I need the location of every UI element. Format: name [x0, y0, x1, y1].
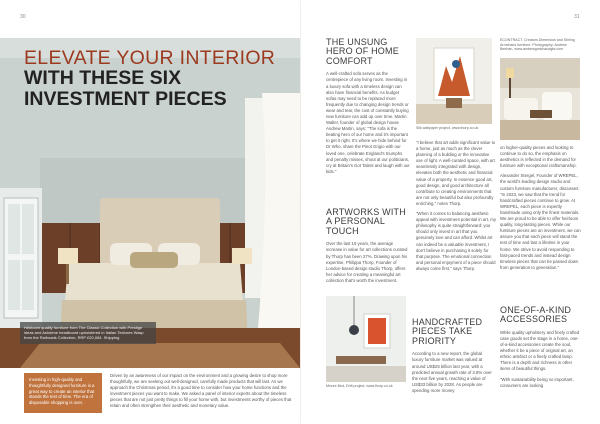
- pendant-photo: [326, 296, 406, 382]
- body-one-of-a-kind: While quality upholstery and finely crafted case goods set the stage in a home, one-of-a-kind accessories create the soul, whether it be a piece of original art, an ethnic artefact or a finely crafted lamp. There is a depth and richness in other items of beautiful things.: [500, 329, 580, 372]
- intro-paragraph: Driven by an awareness of our impact on the environment and a growing desire to shop more thoughtfully, we are seeking out well-designed, carefully made products that will last. As we approach the Christmas period, it's a good time to consider how your home functions and the investment pieces you want to make. We asked a panel of interior experts about the timeless pieces that are not just pretty things to fill your home with, but investments worthy of pieces that retain and often strengthen their aesthetic and monetary value.: [110, 373, 292, 409]
- heading-handcrafted: HANDCRAFTED PIECES TAKE PRIORITY: [412, 317, 483, 346]
- heading-artworks: ARTWORKS WITH A PERSONAL TOUCH: [326, 207, 406, 236]
- art-quote-p1: "I believe that art adds significant value to a home, just as much as the clever planning of a building or the innovative use of light. A well-curated space, with art seamlessly integrated with design, elevates both the aesthetic and financial value of a property. In essence good art, good design, and good architecture all contribute to creating environments that are not only beautiful but also profoundly enriching," notes Thorp.: [416, 140, 496, 206]
- art-photo: [416, 38, 492, 124]
- page-number-left: 30: [20, 14, 26, 20]
- pull-quote: Investing in high-quality and thoughtfully designed furniture is a great way to create an interior that stands the test of time. The era of disposable shopping is over.: [24, 373, 102, 413]
- page-fold: [300, 0, 301, 424]
- right-col-p2: Alexander Stergel, Founder of WREPEL, the world's leading design studio and custom furniture manufacturer, discusses: "In 2023, we saw that the trend for handcrafted pieces continue to grow. At WREPEL, each piece is expertly handmade using only the finest materials. We are proud to be able to offer heirloom quality, long-lasting pieces. While our furniture pieces are an investment, we can assure you that each piece will stand the test of time and last a lifetime in your home. We strive to avoid responding to fast-paced trends and instead design timeless pieces that can be passed down from generation to generation.": [500, 173, 581, 270]
- body-unsung-hero: A well-crafted sofa serves as the centrepiece of any living room. Investing in a luxury sofa with a timeless design can also have financial benefits. As budget sofas may need to be replaced more frequently due to changing design trends or wear and tear, the cost of constantly buying new furniture can add up over time. Martin Waller, founder of global design house Andrew Martin, says: "The sofa is the beating hero of our home and it's important to get it right. It's where we hide behind for Dr Who, share the Pinot Grigio with our loved one, celebrate England's triumphs and penalty misses, shout at our politicians, cry at Britain's Got Talent and laugh with our kids.": [326, 71, 410, 174]
- living-room-illustration: [500, 58, 580, 140]
- feature-title-line3: INVESTMENT PIECES: [24, 87, 227, 110]
- page-number-right: 31: [574, 14, 580, 20]
- feature-title: [24, 48, 294, 109]
- section-unsung-hero: [326, 38, 410, 179]
- art-illustration: [416, 38, 492, 124]
- section-handcrafted: [412, 318, 494, 398]
- feature-title-line2: WITH THESE SIX: [24, 67, 182, 90]
- living-room-photo: [500, 58, 580, 140]
- art-quote-p2: "When it comes to balancing aesthetic appeal with investment potential in art, my philosophy is quite straightforward: you should only invest in art that you genuinely love and can afford. Whilst art can indeed be a valuable investment, I don't believe in purchasing it solely for that purpose. The emotional connection and personal enjoyment of a piece should always come first," says Thorp.: [416, 211, 497, 271]
- caption-photo1: Silk wallpaper project, www.thorp.co.uk: [416, 126, 479, 130]
- right-col-p1: on higher-quality pieces and looking to continue to do so, the emphasis on aesthetics is reflected in the demand for furniture with exceptional craftsmanship.: [500, 145, 577, 169]
- body-one-of-a-kind-2: "With sustainability being so important, consumers are looking: [500, 376, 574, 388]
- section-one-of-a-kind: [500, 306, 582, 393]
- section-art-quote: [416, 140, 496, 276]
- feature-title-line1: ELEVATE YOUR INTERIOR: [24, 47, 276, 69]
- section-artworks: [326, 208, 410, 288]
- caption-photo3: Mezze Bed, Drift project, www.thorp.co.uk: [326, 384, 393, 388]
- body-artworks: Over the last 15 years, the average increase in value for art collections curated by Thorp has been 27%. Drawing upon his expertise, Philippa Thorp, Founder of London-based design studio Thorp, offers her advice for creating a meaningful art collection that's worth the investment.: [326, 241, 408, 283]
- section-handcrafted-continued: [500, 145, 582, 275]
- pendant-illustration: [326, 296, 406, 382]
- heading-one-of-a-kind: ONE-OF-A-KIND ACCESSORIES: [500, 305, 572, 325]
- caption-photo2: ECONTRACT. Creators Dimension and Stirling Armchairs furniture. Photography: Andrew Beehan, www.andrewgmichaudgbr.com: [500, 38, 575, 52]
- body-handcrafted: According to a new report, the global luxury furniture market was valued at around US$25 billion last year, with a predicted annual growth rate of 3.8% over the next five years, reaching a value of US$33 billion by 2028. As people are spending more money: [412, 351, 492, 393]
- photo-caption: Heirloom quality furniture from The Classic Collection with Prestige ideas and Ashdene headboard upholstered in Italian Textures Wasp from the Railroads Collection, RRP £20,084. Shipping: [20, 322, 156, 344]
- heading-unsung-hero: THE UNSUNG HERO OF HOME COMFORT: [326, 37, 399, 66]
